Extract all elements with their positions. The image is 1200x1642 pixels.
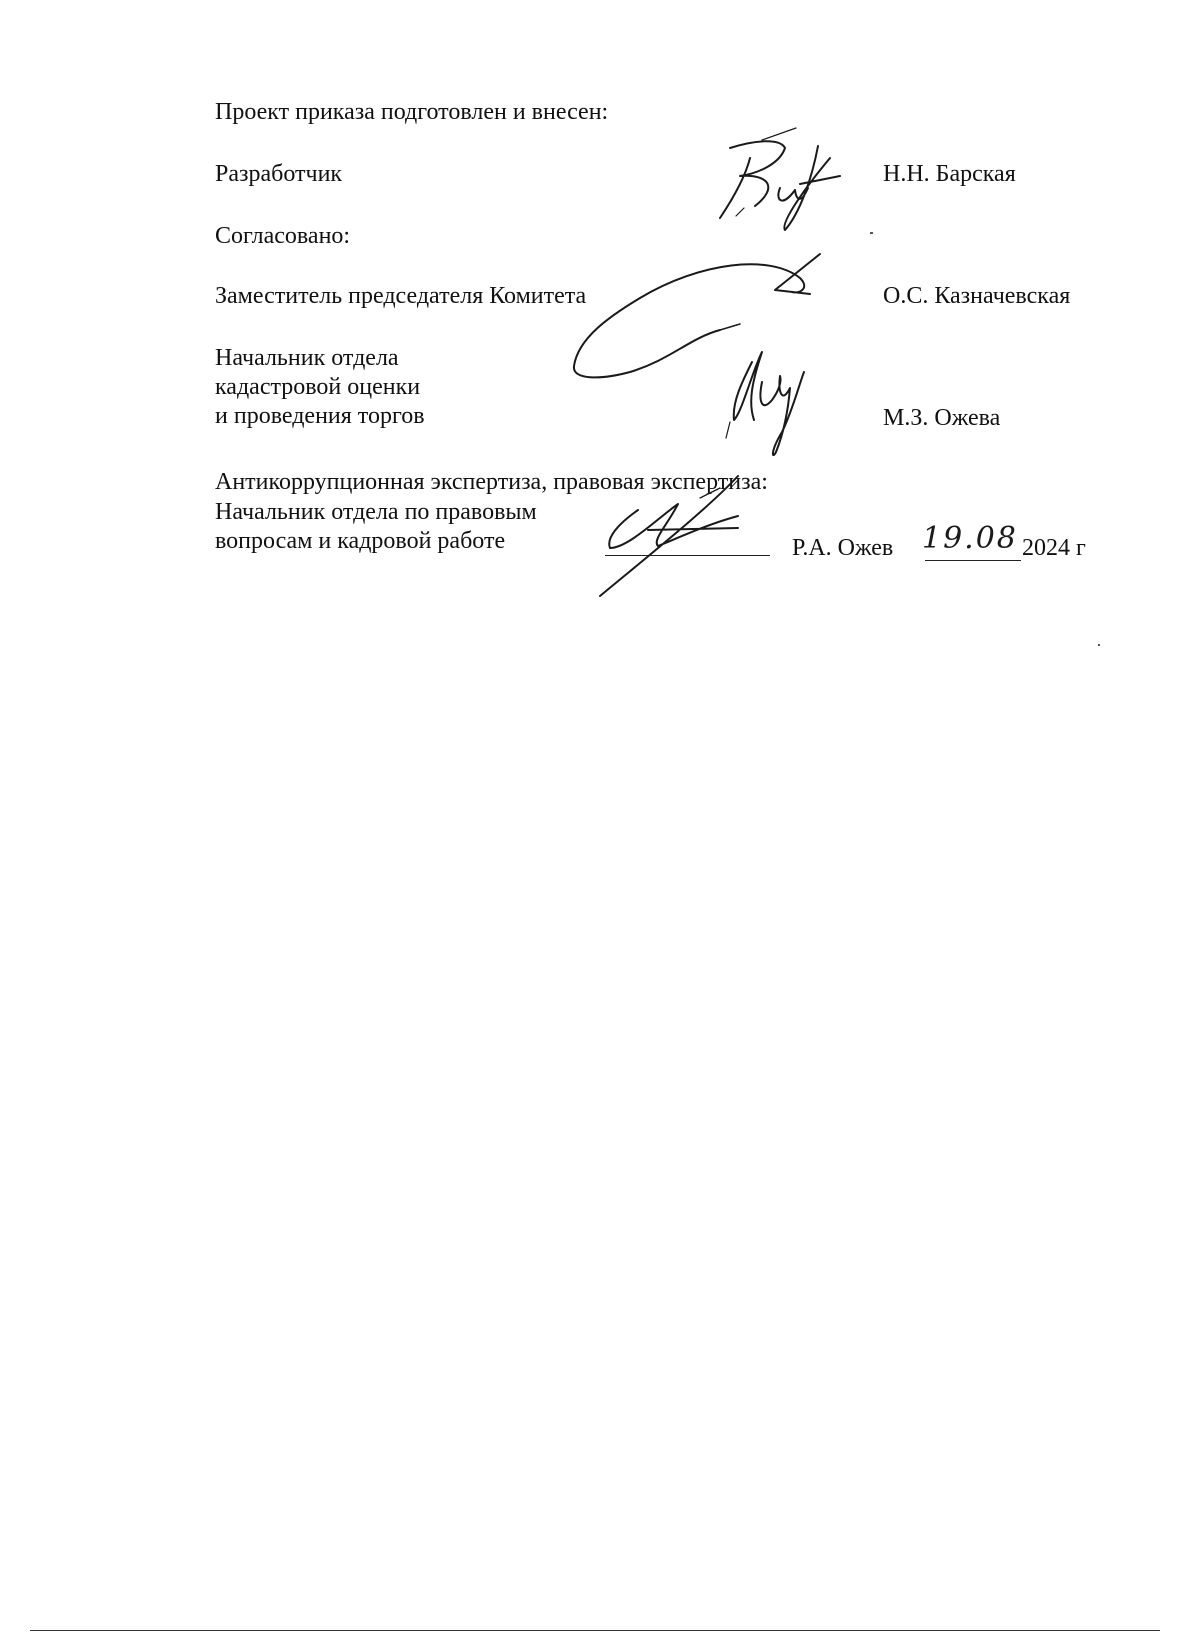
head-cadastral-name: М.З. Ожева — [883, 405, 1001, 431]
deputy-signature — [560, 248, 880, 408]
agreed-heading: Согласовано: — [215, 223, 351, 249]
handwritten-date: 19.08 — [922, 521, 1018, 556]
head-cadastral-role-line-3: и проведения торгов — [215, 403, 425, 429]
prepared-heading: Проект приказа подготовлен и внесен: — [215, 99, 609, 125]
scan-artifact — [1098, 644, 1100, 646]
developer-role: Разработчик — [215, 161, 343, 187]
developer-signature — [700, 118, 850, 248]
head-legal-role-line-1: Начальник отдела по правовым — [215, 499, 537, 525]
head-legal-name: Р.А. Ожев — [792, 535, 894, 561]
head-cadastral-role-line-1: Начальник отдела — [215, 345, 399, 371]
deputy-role: Заместитель председателя Комитета — [215, 283, 587, 309]
head-legal-role — [215, 498, 537, 556]
head-cadastral-role — [215, 344, 425, 431]
deputy-name: О.С. Казначевская — [883, 283, 1071, 309]
head-legal-signature — [588, 468, 788, 598]
head-legal-role-line-2: вопросам и кадровой работе — [215, 528, 506, 554]
expertise-heading: Антикоррупционная экспертиза, правовая экспертиза: — [215, 469, 768, 495]
bottom-rule — [30, 1630, 1160, 1631]
scan-artifact — [870, 232, 873, 234]
developer-name: Н.Н. Барская — [883, 161, 1016, 187]
head-cadastral-role-line-2: кадастровой оценки — [215, 374, 421, 400]
date-year: 2024 г — [1022, 535, 1086, 561]
head-cadastral-signature — [722, 342, 832, 472]
date-underline — [925, 560, 1021, 561]
